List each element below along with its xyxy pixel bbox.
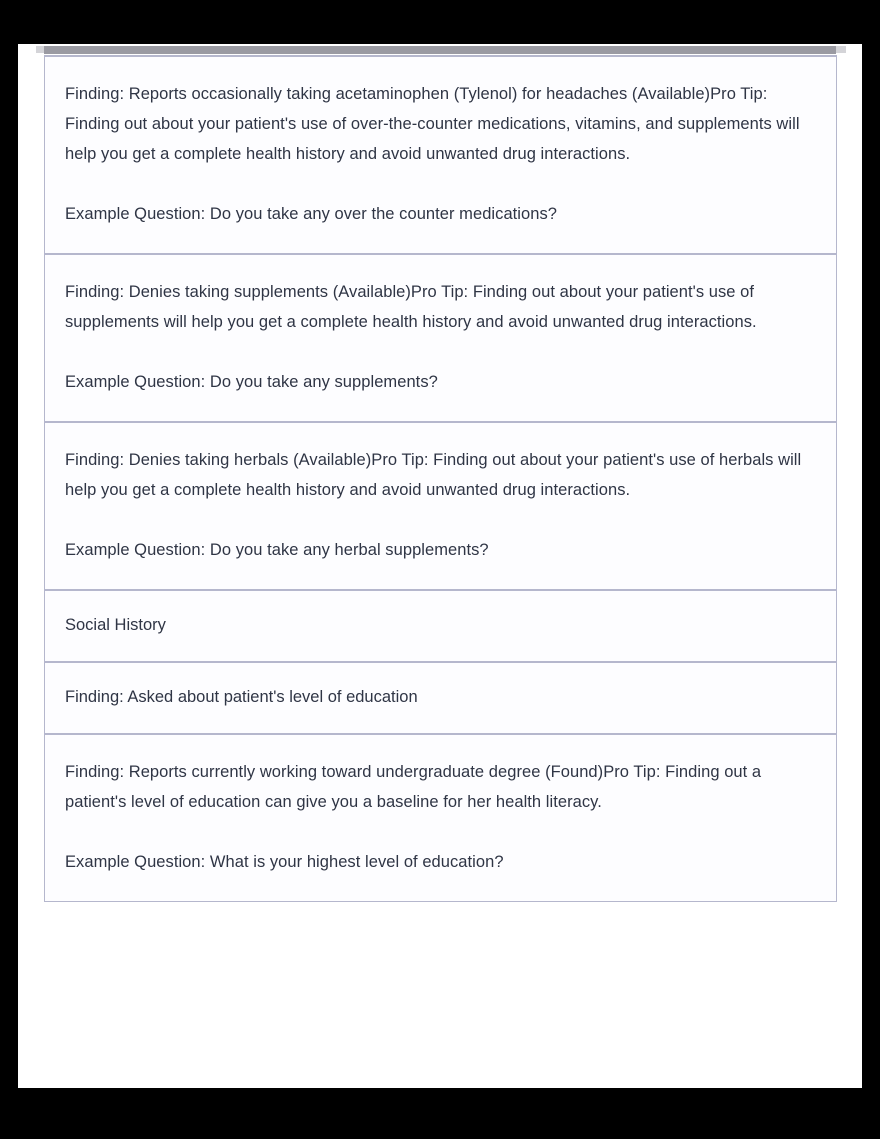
finding-cell <box>45 423 836 589</box>
finding-cell <box>45 663 836 733</box>
table-row[interactable] <box>45 735 836 901</box>
finding-text: Finding: Denies taking herbals (Available)Pro Tip: Finding out about your patient's use of herbals will help you get a complete health history and avoid unwanted drug interactions. <box>65 451 802 499</box>
section-title: Social History <box>65 616 166 634</box>
table-row[interactable] <box>45 255 836 423</box>
example-question: Example Question: Do you take any supplements? <box>65 373 438 391</box>
finding-text: Finding: Reports occasionally taking acetaminophen (Tylenol) for headaches (Available)Pro Tip: Finding out about your patient's use of over-the-counter medications, vitamins, and supplements will help you get a complete health history and avoid unwanted drug interactions. <box>65 85 800 163</box>
clipped-row-top-bar <box>44 46 836 54</box>
document-page <box>18 44 862 1088</box>
finding-text: Finding: Denies taking supplements (Available)Pro Tip: Finding out about your patient's use of supplements will help you get a complete health history and avoid unwanted drug interactions. <box>65 283 757 331</box>
example-question: Example Question: Do you take any over the counter medications? <box>65 205 558 223</box>
clipped-row-right-cap <box>836 46 846 53</box>
finding-cell <box>45 57 836 253</box>
table-row-section-header[interactable] <box>45 591 836 663</box>
table-row[interactable] <box>45 57 836 255</box>
finding-text: Finding: Asked about patient's level of education <box>65 688 418 706</box>
finding-cell <box>45 255 836 421</box>
section-header-cell <box>45 591 836 661</box>
table-row[interactable] <box>45 663 836 735</box>
finding-cell <box>45 735 836 901</box>
finding-text: Finding: Reports currently working toward undergraduate degree (Found)Pro Tip: Finding out a patient's level of education can give you a baseline for her health literacy. <box>65 763 762 811</box>
example-question: Example Question: Do you take any herbal supplements? <box>65 541 489 559</box>
table-row[interactable] <box>45 423 836 591</box>
example-question: Example Question: What is your highest level of education? <box>65 853 504 871</box>
findings-table <box>44 55 837 902</box>
